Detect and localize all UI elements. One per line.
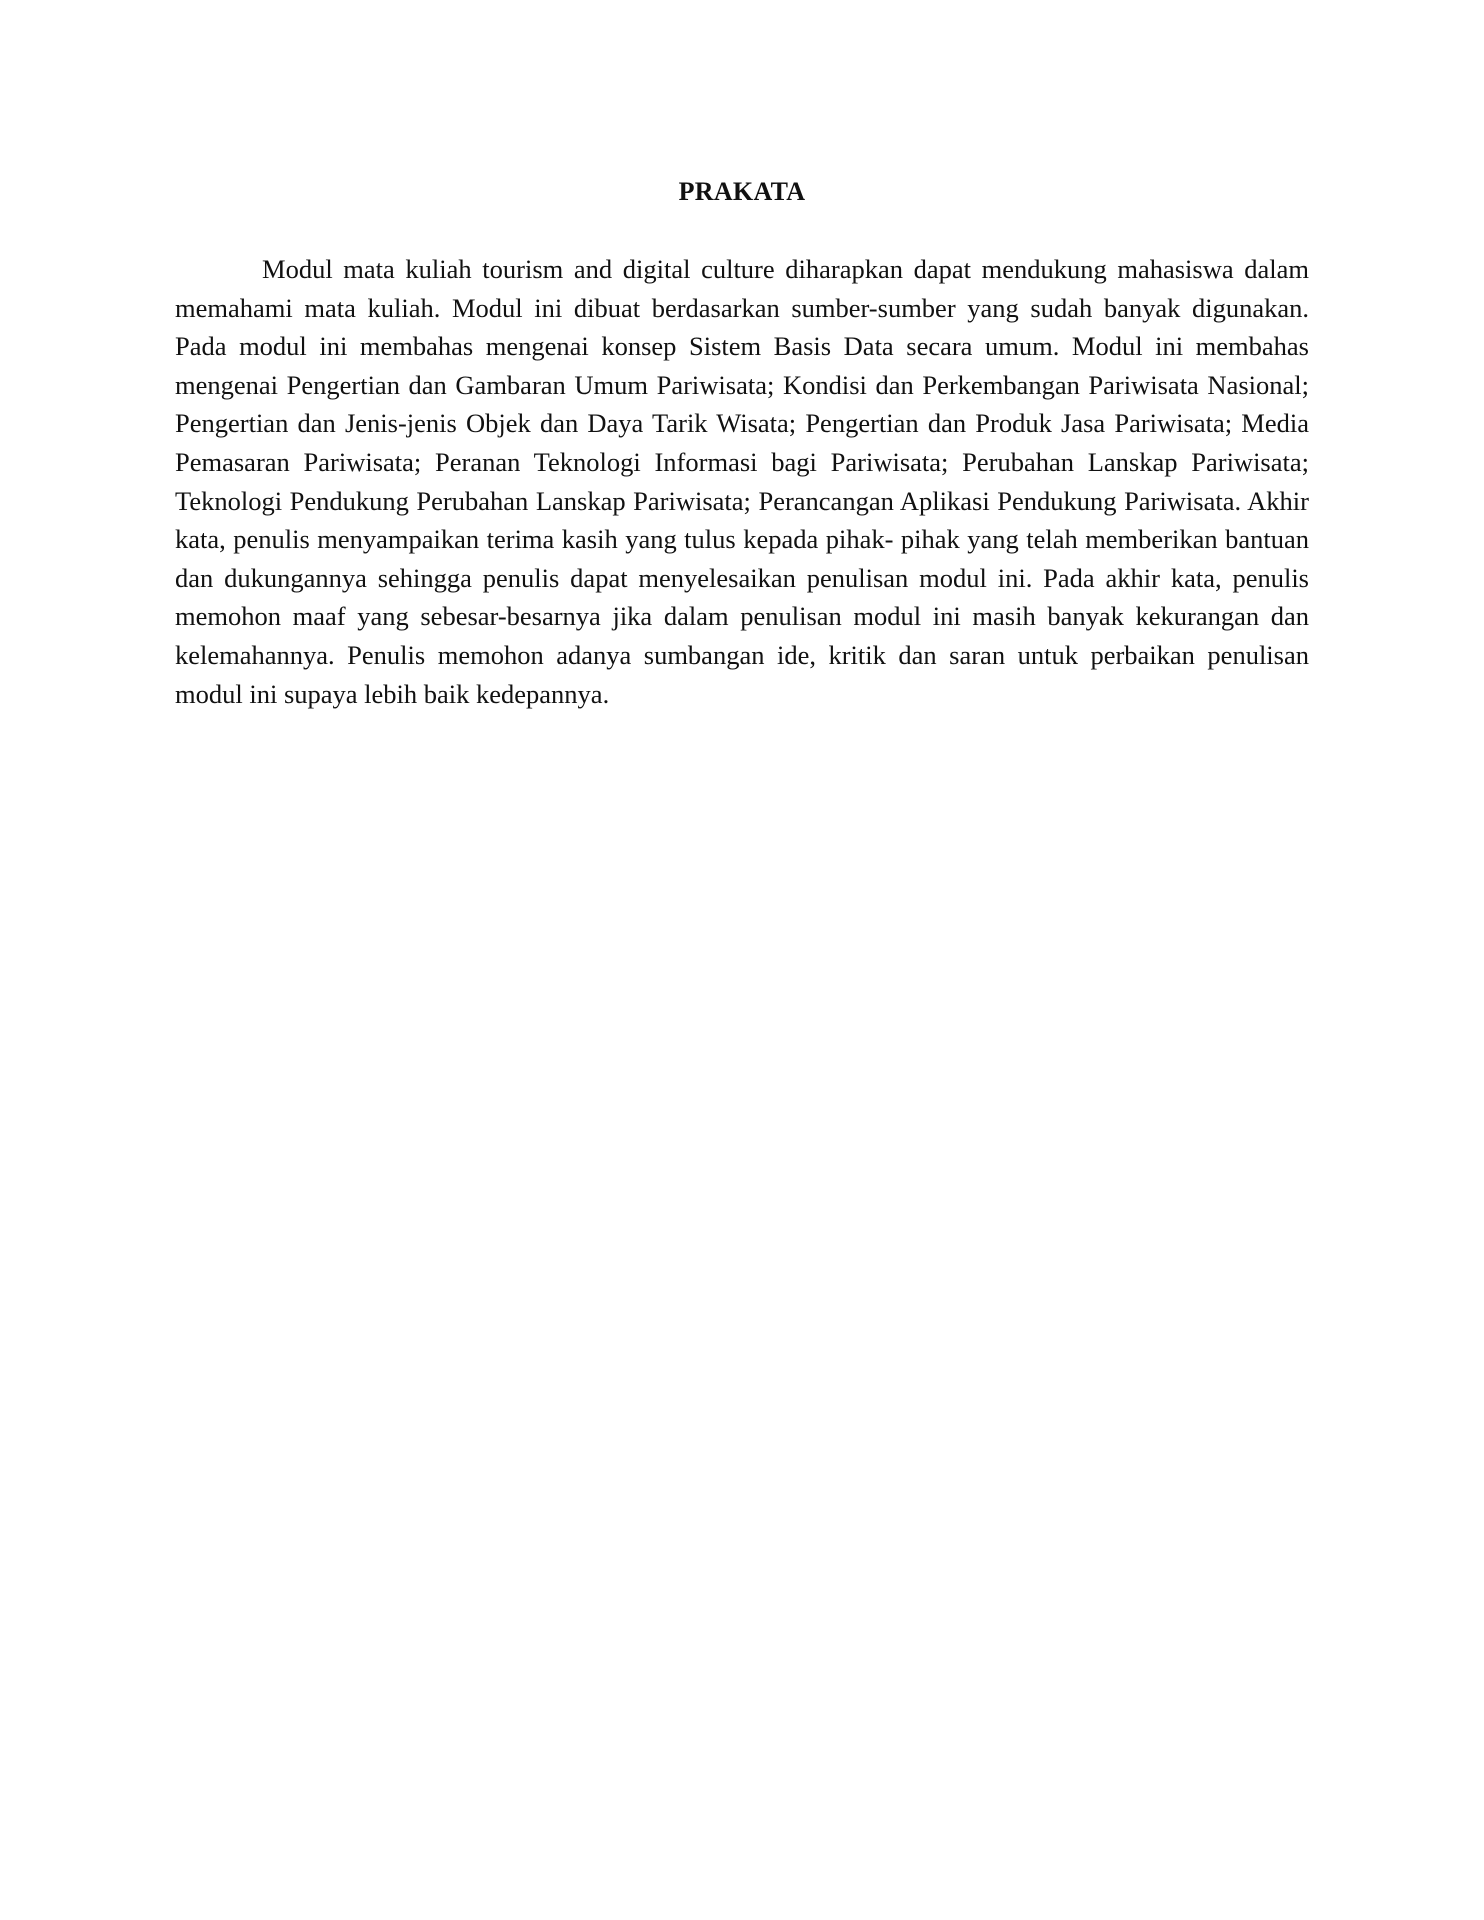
- preface-paragraph: Modul mata kuliah tourism and digital culture diharapkan dapat mendukung mahasiswa dalam memahami mata kuliah. Modul ini dibuat berdasarkan sumber-sumber yang sudah banyak digunakan. Pada modul ini membahas mengenai konsep Sistem Basis Data secara umum. Modul ini membahas mengenai Pengertian dan Gambaran Umum Pariwisata; Kondisi dan Perkembangan Pariwisata Nasional; Pengertian dan Jenis-jenis Objek dan Daya Tarik Wisata; Pengertian dan Produk Jasa Pariwisata; Media Pemasaran Pariwisata; Peranan Teknologi Informasi bagi Pariwisata; Perubahan Lanskap Pariwisata; Teknologi Pendukung Perubahan Lanskap Pariwisata; Perancangan Aplikasi Pendukung Pariwisata. Akhir kata, penulis menyampaikan terima kasih yang tulus kepada pihak- pihak yang telah memberikan bantuan dan dukungannya sehingga penulis dapat menyelesaikan penulisan modul ini. Pada akhir kata, penulis memohon maaf yang sebesar-besarnya jika dalam penulisan modul ini masih banyak kekurangan dan kelemahannya. Penulis memohon adanya sumbangan ide, kritik dan saran untuk perbaikan penulisan modul ini supaya lebih baik kedepannya.: [175, 254, 1309, 709]
- page-title: PRAKATA: [678, 177, 806, 206]
